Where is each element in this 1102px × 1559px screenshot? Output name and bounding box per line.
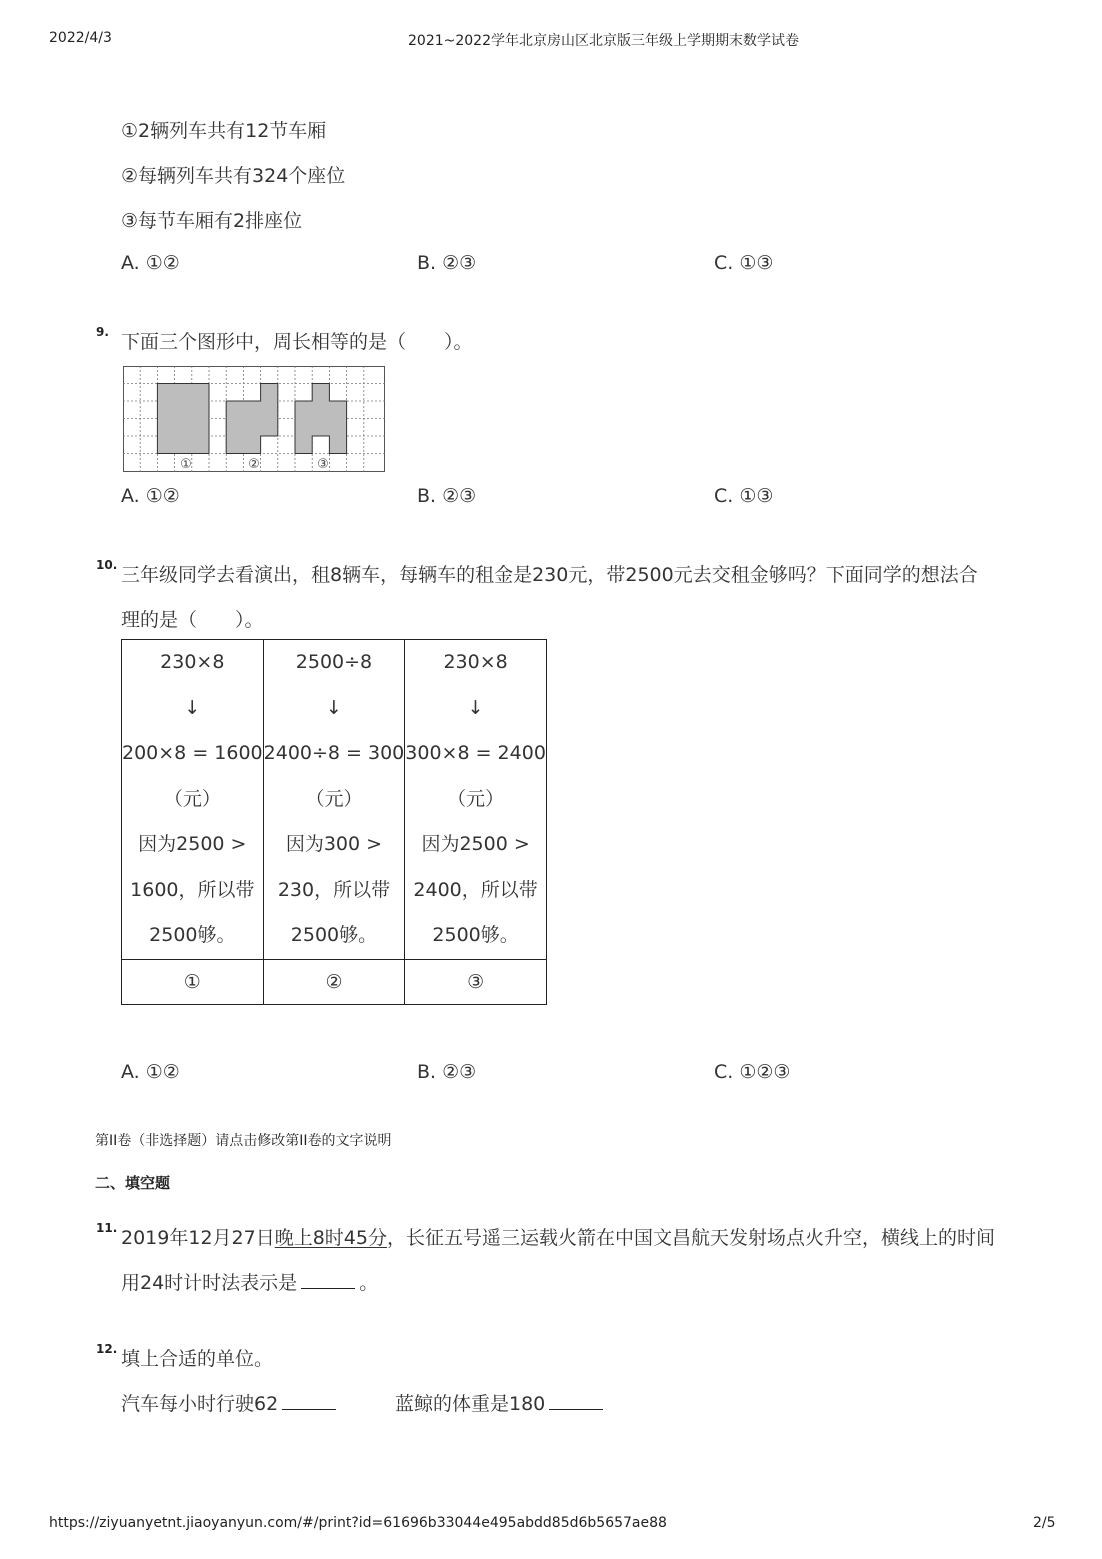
- q8-statement-2: ②每辆列车共有324个座位: [121, 165, 346, 187]
- cell-line: 230，所以带: [277, 878, 391, 901]
- q11-answer-blank[interactable]: [301, 1270, 355, 1289]
- q9-number: 9.: [96, 325, 109, 339]
- print-date: 2022/4/3: [49, 30, 112, 46]
- q11-number: 11.: [96, 1221, 118, 1235]
- cell-line: 因为300 >: [285, 833, 383, 855]
- cell-line: （元）: [447, 787, 505, 810]
- cell-line: 2400，所以带: [413, 878, 538, 901]
- cell-line: 2500够。: [290, 924, 378, 946]
- q11-text-line1: [121, 1223, 995, 1250]
- q11-line2-text: 用24时计时法表示是: [121, 1272, 298, 1294]
- cell-line: 1600，所以带: [130, 878, 255, 901]
- q10-methods-table: [121, 639, 547, 1005]
- q12-item-2: [395, 1389, 607, 1416]
- q9-grid-figure: [123, 366, 385, 472]
- shape-label-3: ③: [317, 457, 329, 472]
- method-label-3: ③: [405, 959, 547, 1004]
- shape-1: [157, 384, 209, 454]
- q10-option-c: C. ①②③: [714, 1061, 791, 1083]
- q10-option-a: A. ①②: [121, 1061, 180, 1083]
- q8-statement-1: ①2辆列车共有12节车厢: [121, 120, 327, 142]
- q11-line1-rest: ，长征五号遥三运载火箭在中国文昌航天发射场点火升空，横线上的时间: [386, 1227, 995, 1249]
- document-title: 2021~2022学年北京房山区北京版三年级上学期期末数学试卷: [408, 33, 799, 49]
- section-note: 第II卷（非选择题）请点击修改第II卷的文字说明: [95, 1133, 392, 1149]
- q12-item-1: [121, 1389, 340, 1416]
- cell-line: 2400÷8 = 300: [263, 742, 405, 764]
- q11-underlined-time: 晚上8时45分: [274, 1227, 387, 1249]
- page-number: 2/5: [1033, 1515, 1056, 1531]
- cell-line: （元）: [163, 787, 221, 810]
- shape-label-2: ②: [248, 457, 260, 472]
- cell-line: （元）: [305, 787, 363, 810]
- arrow-down-icon: ↓: [467, 696, 484, 719]
- cell-line: 2500够。: [149, 924, 236, 946]
- q10-option-b: B. ②③: [417, 1061, 477, 1083]
- q10-text-line2: 理的是（ ）。: [121, 609, 264, 631]
- arrow-down-icon: ↓: [326, 696, 342, 719]
- method-label-2: ②: [263, 959, 405, 1004]
- shape-label-1: ①: [180, 457, 192, 472]
- cell-line: 因为2500 >: [421, 833, 530, 855]
- q9-option-a: A. ①②: [121, 485, 180, 507]
- cell-line: 因为2500 >: [138, 833, 247, 855]
- q8-option-b: B. ②③: [417, 252, 477, 274]
- footer-url: https://ziyuanyetnt.jiaoyanyun.com/#/print?id=61696b33044e495abdd85d6b5657ae88: [49, 1515, 667, 1531]
- q12-number: 12.: [96, 1342, 118, 1356]
- q12-blank-1[interactable]: [282, 1391, 336, 1410]
- q11-line2-end: 。: [359, 1272, 379, 1294]
- q8-option-c: C. ①③: [714, 252, 774, 274]
- cell-line: 2500÷8: [295, 651, 373, 673]
- q9-option-b: B. ②③: [417, 485, 477, 507]
- method-cell-1: [122, 640, 264, 960]
- q12-item-1-text: 汽车每小时行驶62: [121, 1393, 279, 1415]
- q9-option-c: C. ①③: [714, 485, 774, 507]
- q10-text-line1: 三年级同学去看演出，租8辆车，每辆车的租金是230元，带2500元去交租金够吗？下面同学的想法合: [121, 564, 978, 586]
- q12-item-2-text: 蓝鲸的体重是180: [395, 1393, 546, 1415]
- cell-line: 230×8: [160, 651, 225, 673]
- q12-blank-2[interactable]: [549, 1391, 603, 1410]
- cell-line: 2500够。: [432, 924, 519, 946]
- q8-option-a: A. ①②: [121, 252, 180, 274]
- q11-text-line2: [121, 1268, 378, 1295]
- q11-date: 2019年12月27日: [121, 1227, 275, 1249]
- section-heading: 二、填空题: [95, 1174, 171, 1192]
- arrow-down-icon: ↓: [184, 696, 201, 719]
- q10-number: 10.: [96, 558, 118, 572]
- method-label-1: ①: [122, 959, 264, 1004]
- cell-line: 200×8 = 1600: [122, 742, 263, 764]
- cell-line: 300×8 = 2400: [405, 742, 546, 764]
- q12-text: 填上合适的单位。: [121, 1348, 274, 1370]
- q8-statement-3: ③每节车厢有2排座位: [121, 210, 303, 232]
- method-cell-3: [405, 640, 547, 960]
- q9-text: 下面三个图形中，周长相等的是（ ）。: [121, 331, 473, 353]
- method-cell-2: [263, 640, 405, 960]
- cell-line: 230×8: [443, 651, 508, 673]
